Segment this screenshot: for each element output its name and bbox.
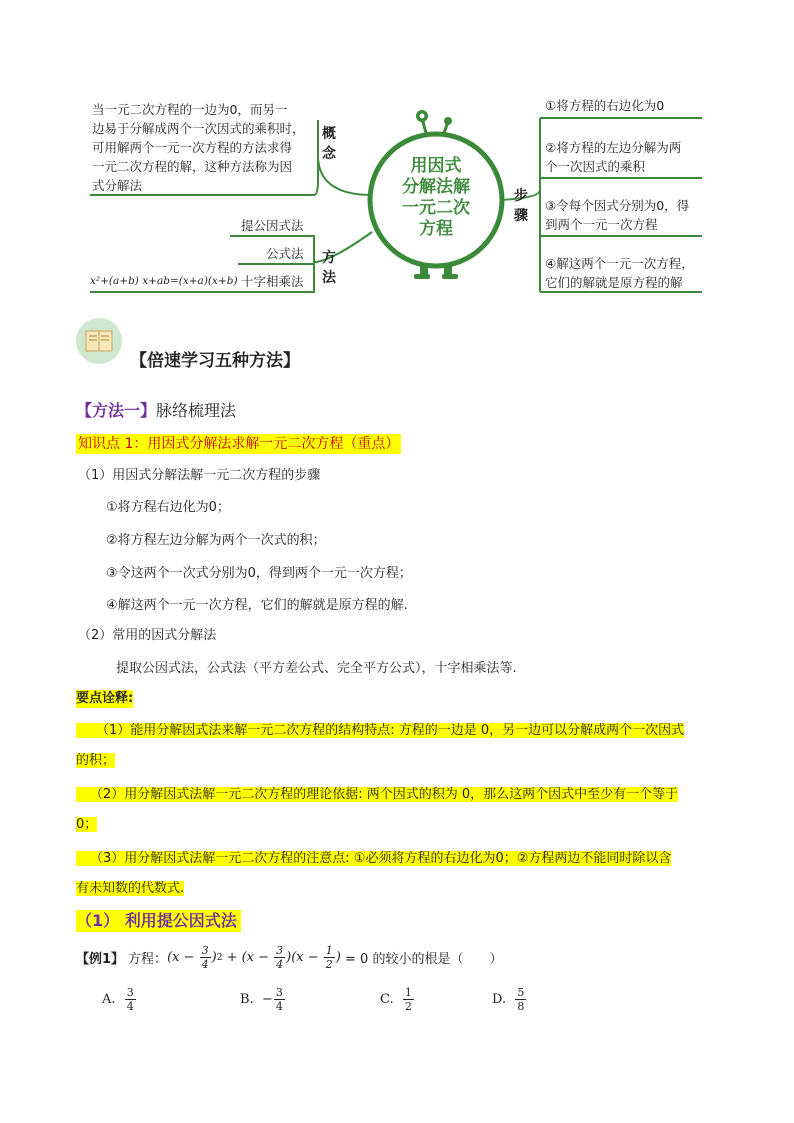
method-name: 脉络梳理法 (156, 401, 237, 420)
method-bracket: 【方法一】 (76, 401, 157, 420)
option-fraction (274, 986, 285, 1013)
subsection-title: （1） 利用提公因式法 (76, 910, 241, 932)
method-item: 十字相乘法 (241, 274, 304, 289)
example-label: 【例1】 (76, 952, 125, 967)
method-label-char: 法 (322, 270, 336, 286)
step-line: 个一次因式的乘积 (545, 159, 646, 174)
fraction-numerator: 3 (126, 986, 134, 999)
section-title: 【倍速学习五种方法】 (130, 351, 300, 371)
center-line: 用因式 (410, 156, 462, 176)
center-line: 一元二次 (402, 198, 470, 218)
step-line: ③令每个因式分别为0，得 (545, 198, 690, 213)
option-b[interactable] (240, 986, 286, 1013)
step-line: 它们的解就是原方程的解 (545, 275, 683, 290)
concept-label-char: 念 (322, 146, 336, 162)
fraction-numerator: 3 (275, 986, 283, 999)
option-letter: C. (380, 992, 394, 1007)
center-line: 方程 (419, 219, 453, 239)
method-heading (76, 398, 236, 421)
method-item: 公式法 (266, 246, 304, 261)
note-line: （3）用分解因式法解一元二次方程的注意点: ①必须将方程的右边化为0；②方程两边不能同时除以含 (76, 851, 671, 866)
option-fraction (125, 986, 136, 1013)
p1-step: ④解这两个一元一次方程，它们的解就是原方程的解. (106, 598, 408, 613)
note-line: （2）用分解因式法解一元二次方程的理论依据: 两个因式的积为 0，那么这两个因式中至少有一个等于 (76, 787, 678, 802)
option-letter: A. (102, 992, 116, 1007)
p2-title: （2）常用的因式分解法 (78, 628, 217, 643)
option-letter: B. (240, 992, 254, 1007)
note-line: 0； (76, 817, 98, 832)
steps-label-char: 步 (514, 188, 528, 204)
method-item: 提公因式法 (241, 218, 304, 233)
option-d[interactable] (492, 986, 527, 1013)
p1-step: ③令这两个一次式分别为0，得到两个一元一次方程； (106, 566, 412, 581)
fraction-denominator: 2 (404, 1000, 412, 1013)
p1-step: ②将方程左边分解为两个一次式的积； (106, 533, 326, 548)
p1-step: ①将方程右边化为0； (106, 500, 230, 515)
method-label (322, 248, 336, 288)
knowledge-point (76, 434, 401, 454)
method-label-char: 方 (322, 250, 336, 266)
note-line: （1）能用分解因式法来解一元二次方程的结构特点: 方程的一边是 0，另一边可以分解成两个一次因式 (76, 723, 684, 738)
note (76, 720, 726, 772)
kp-text: 用因式分解法求解一元二次方程（重点） (147, 436, 400, 452)
center-line: 分解法解 (402, 177, 470, 197)
step-item (545, 196, 689, 234)
fraction-denominator: 8 (517, 1000, 525, 1013)
concept-label (322, 124, 336, 164)
option-fraction (403, 986, 414, 1013)
concept-line: 边易于分解成两个一次因式的乘积时， (92, 121, 305, 136)
concept-line: 一元二次方程的解，这种方法称为因 (92, 159, 293, 174)
fraction-numerator: 1 (404, 986, 412, 999)
kp-prefix: 知识点 1： (78, 436, 148, 452)
p2-text: 提取公因式法，公式法（平方差公式、完全平方公式），十字相乘法等. (116, 661, 517, 676)
concept-label-char: 概 (322, 126, 336, 142)
equation: (x − $\frac{3}{4}$ ) 2 + (x − $\frac{3}{4}$ )(x − $\frac{1}{2}$ ) (167, 944, 346, 971)
option-sign: − (261, 992, 273, 1007)
step-line: 到两个一元一次方程 (545, 217, 658, 232)
step-item (545, 96, 664, 115)
concept-text (92, 100, 316, 195)
option-letter: D. (492, 992, 507, 1007)
example-prefix: 方程： (128, 952, 168, 967)
note (76, 784, 726, 836)
cross-formula: x²+(a+b) x+ab=(x+a)(x+b) (90, 275, 238, 287)
book-icon (76, 318, 122, 364)
option-a[interactable] (102, 986, 137, 1013)
fraction-denominator: 4 (126, 1000, 134, 1013)
concept-line: 当一元二次方程的一边为0，而另一 (92, 102, 288, 117)
option-fraction (515, 986, 526, 1013)
steps-label (514, 186, 528, 226)
note-line: 有未知数的代数式. (76, 881, 185, 896)
option-c[interactable] (380, 986, 415, 1013)
step-line: ④解这两个一元一次方程， (545, 256, 694, 271)
example-suffix: = 0 的较小的根是（ ） (345, 952, 503, 967)
fraction-denominator: 4 (275, 1000, 283, 1013)
p1-title: （1）用因式分解法解一元二次方程的步骤 (78, 468, 321, 483)
step-item (545, 254, 694, 292)
note-line: 的积； (76, 753, 116, 768)
step-line: ①将方程的右边化为0 (545, 98, 665, 113)
concept-line: 可用解两个一元一次方程的方法求得 (92, 140, 293, 155)
concept-line: 式分解法 (92, 178, 143, 193)
note (76, 848, 726, 900)
mindmap-center (386, 156, 486, 240)
keypoint-title: 要点诠释: (76, 691, 134, 706)
steps-label-char: 骤 (514, 208, 528, 224)
fraction-numerator: 5 (517, 986, 525, 999)
step-item (545, 138, 681, 176)
example-1 (76, 944, 502, 971)
step-line: ②将方程的左边分解为两 (545, 140, 682, 155)
